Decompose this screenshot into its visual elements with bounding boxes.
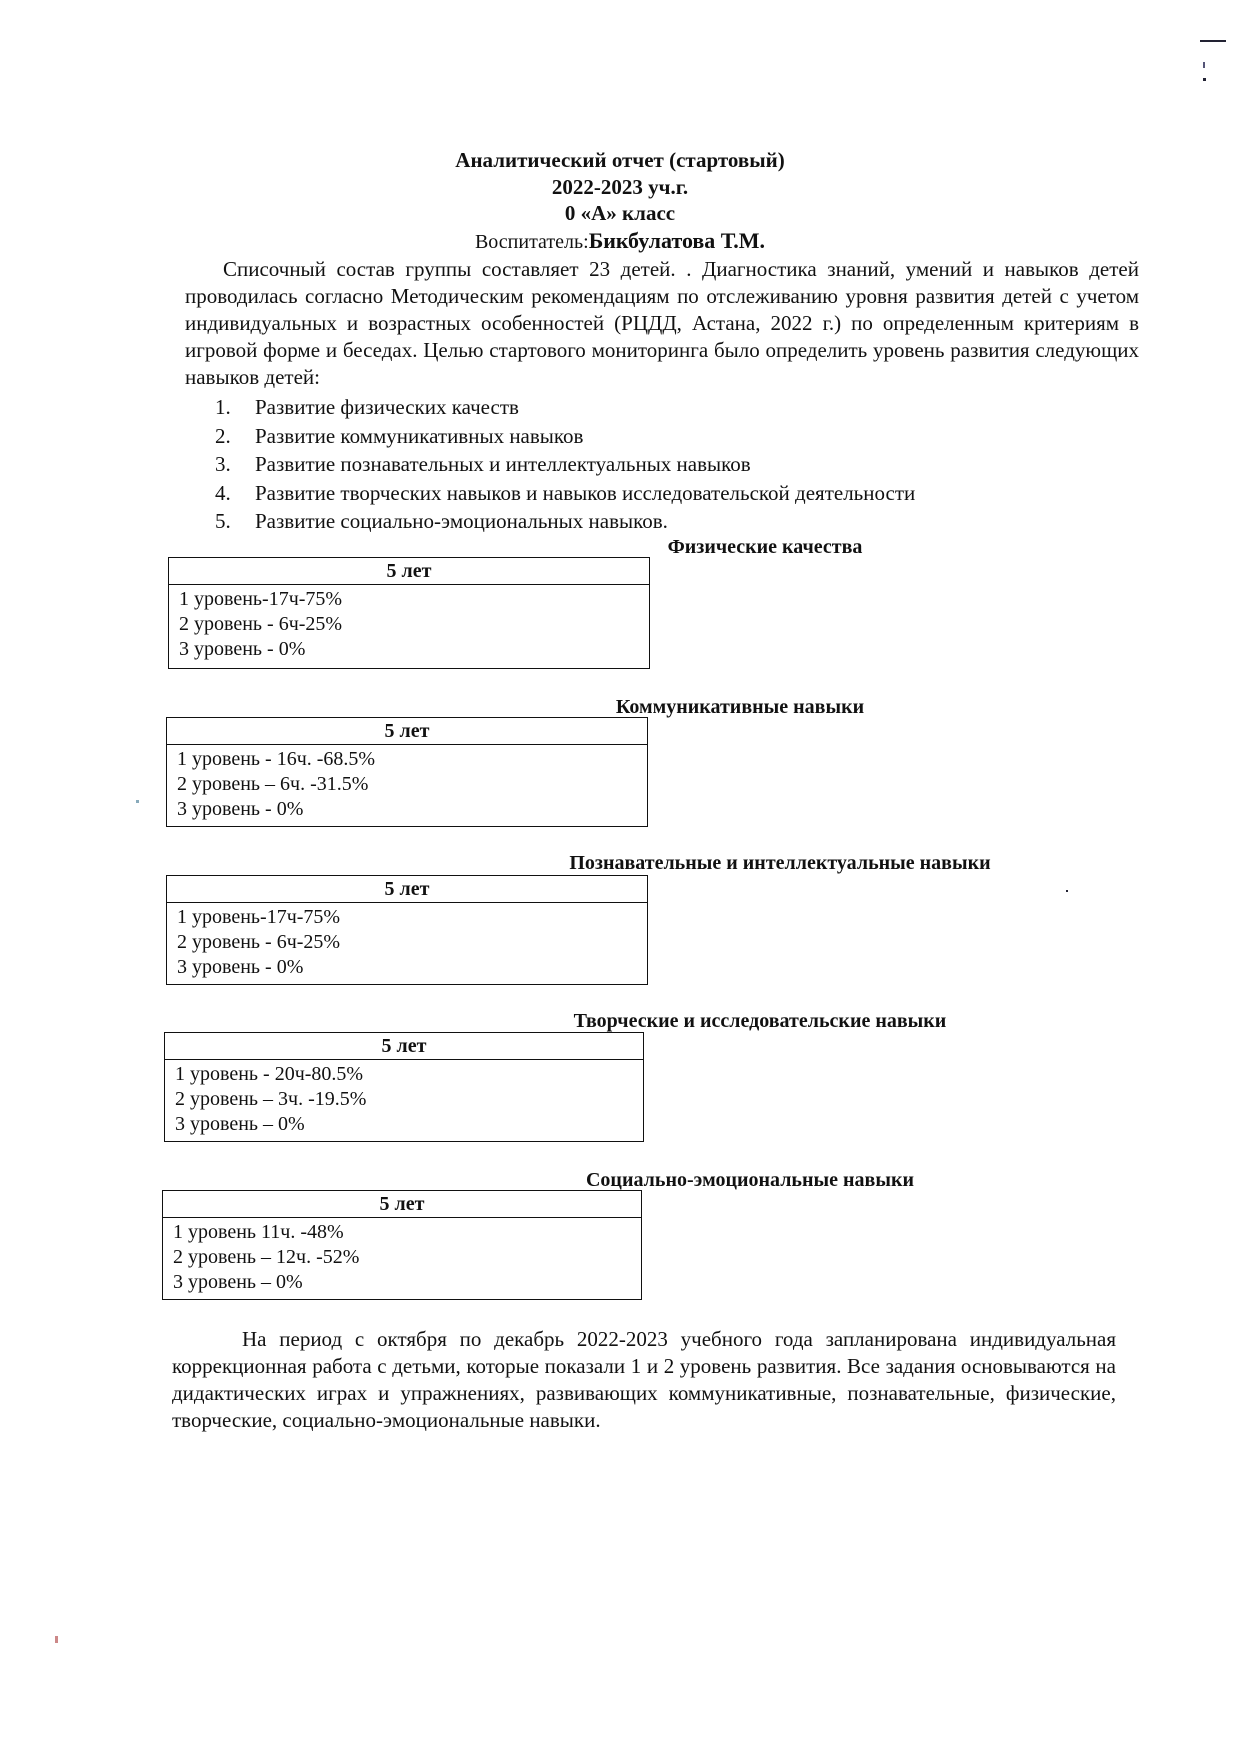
table-creative — [164, 1032, 644, 1142]
table-header: 5 лет — [163, 1191, 641, 1218]
list-item — [215, 507, 915, 536]
section-title-creative: Творческие и исследовательские навыки — [573, 1010, 947, 1032]
section-title-physical: Физические качества — [667, 536, 863, 558]
table-row: 1 уровень 11ч. -48% — [173, 1221, 344, 1243]
scan-artifact — [1203, 78, 1206, 81]
table-row: 3 уровень – 0% — [175, 1113, 305, 1135]
table-row: 3 уровень - 0% — [179, 638, 306, 660]
table-row: 1 уровень-17ч-75% — [177, 906, 341, 928]
section-title-communication: Коммуникативные навыки — [615, 696, 865, 718]
list-text: Развитие творческих навыков и навыков исследовательской деятельности — [255, 480, 916, 505]
intro-text: Списочный состав группы составляет 23 детей. . Диагностика знаний, умений и навыков детей проводилась согласно Методическим рекомендациям по отслеживанию уровня развития детей с учетом индивидуальных и возрастных особенностей (РЦДД, Астана, 2022 г.) по определенным критериям в игровой форме и беседах. Целью стартового мониторинга было определить уровень развития следующих навыков детей: — [185, 257, 1139, 389]
section-title-social-emotional: Социально-эмоциональные навыки — [585, 1169, 915, 1191]
table-row: 2 уровень – 3ч. -19.5% — [175, 1088, 367, 1110]
table-row: 2 уровень – 6ч. -31.5% — [177, 773, 369, 795]
report-title: Аналитический отчет (стартовый) — [455, 148, 785, 172]
list-text: Развитие коммуникативных навыков — [255, 423, 584, 448]
table-social-emotional — [162, 1190, 642, 1300]
table-physical — [168, 557, 650, 669]
table-row: 3 уровень – 0% — [173, 1271, 303, 1293]
teacher-line — [0, 228, 1240, 254]
list-item — [215, 393, 915, 422]
report-year: 2022-2023 уч.г. — [551, 175, 689, 199]
table-header: 5 лет — [167, 718, 647, 745]
scan-artifact — [136, 800, 139, 803]
list-number: 3. — [215, 452, 231, 476]
scan-artifact — [55, 1636, 58, 1643]
table-communication — [166, 717, 648, 827]
list-number: 4. — [215, 480, 231, 505]
list-item — [215, 422, 915, 451]
list-text: Развитие социально-эмоциональных навыков. — [255, 509, 668, 533]
table-header: 5 лет — [167, 876, 647, 903]
table-header: 5 лет — [165, 1033, 643, 1060]
intro-paragraph — [185, 256, 1139, 391]
scan-artifact — [1066, 890, 1068, 892]
table-header: 5 лет — [169, 558, 649, 585]
table-row: 3 уровень - 0% — [177, 956, 304, 978]
list-number: 2. — [215, 423, 231, 448]
list-number: 1. — [215, 395, 231, 419]
conclusion-text: На период с октября по декабрь 2022-2023 учебного года запланирована индивидуальная коррекционная работа с детьми, которые показали 1 и 2 уровень развития. Все задания основываются на дидактических играх и упражнениях, развивающих коммуникативные, познавательные, физические, творческие, социально-эмоциональные навыки. — [172, 1327, 1116, 1432]
table-cognitive — [166, 875, 648, 985]
scan-artifact — [1200, 40, 1226, 42]
list-text: Развитие физических качеств — [255, 395, 519, 419]
list-item — [215, 450, 915, 479]
table-row: 2 уровень – 12ч. -52% — [173, 1246, 360, 1268]
list-text: Развитие познавательных и интеллектуальных навыков — [255, 452, 751, 476]
scan-artifact — [1203, 62, 1205, 68]
table-row: 2 уровень - 6ч-25% — [179, 613, 343, 635]
table-row: 1 уровень-17ч-75% — [179, 588, 343, 610]
conclusion-paragraph — [172, 1326, 1116, 1434]
list-item — [215, 479, 915, 508]
table-row: 1 уровень - 20ч-80.5% — [175, 1063, 364, 1085]
table-row: 3 уровень - 0% — [177, 798, 304, 820]
teacher-label: Воспитатель: — [474, 231, 589, 253]
list-number: 5. — [215, 509, 231, 533]
section-title-cognitive: Познавательные и интеллектуальные навыки — [569, 852, 991, 874]
table-row: 1 уровень - 16ч. -68.5% — [177, 748, 376, 770]
table-row: 2 уровень - 6ч-25% — [177, 931, 341, 953]
teacher-name: Бикбулатова Т.М. — [588, 228, 766, 253]
report-class: 0 «А» класс — [564, 201, 676, 225]
skills-list — [215, 393, 915, 536]
